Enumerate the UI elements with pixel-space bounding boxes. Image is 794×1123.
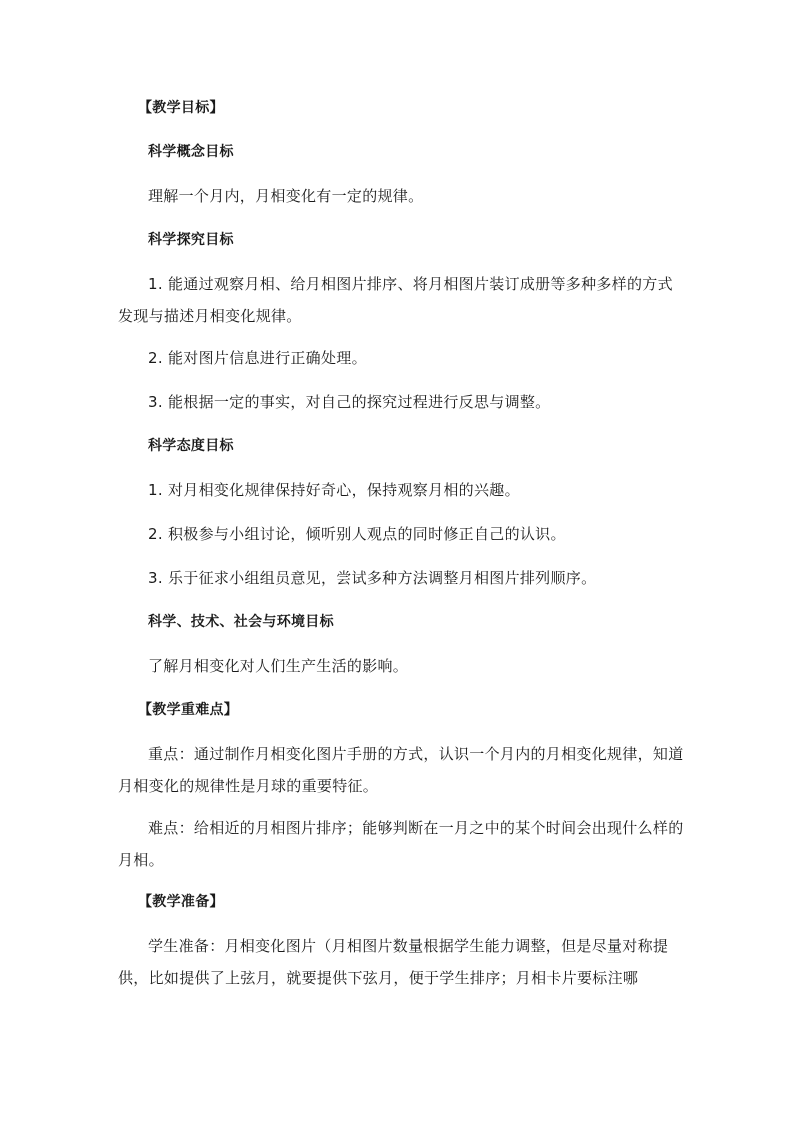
section-heading-teaching-preparation: 【教学准备】 [138,894,224,910]
paragraph: 1. 能通过观察月相、给月相图片排序、将月相图片装订成册等多种多样的方式发现与描述月相变化规律。 [118,275,673,325]
paragraph: 3. 乐于征求小组组员意见，尝试多种方法调整月相图片排列顺序。 [148,569,597,587]
paragraph: 难点：给相近的月相图片排序；能够判断在一月之中的某个时间会出现什么样的月相。 [118,819,684,869]
document-body [118,92,684,1006]
paragraph: 2. 能对图片信息进行正确处理。 [148,349,367,367]
paragraph: 3. 能根据一定的事实，对自己的探究过程进行反思与调整。 [148,393,551,411]
subheading-science-concept: 科学概念目标 [148,144,234,160]
subheading-science-inquiry: 科学探究目标 [148,232,234,248]
paragraph: 理解一个月内，月相变化有一定的规律。 [148,187,424,205]
subheading-science-attitude: 科学态度目标 [148,438,234,454]
paragraph: 学生准备：月相变化图片（月相图片数量根据学生能力调整，但是尽量对称提供，比如提供了上弦月，就要提供下弦月，便于学生排序；月相卡片要标注哪 [118,937,669,987]
subheading-stse: 科学、技术、社会与环境目标 [148,614,334,630]
paragraph: 了解月相变化对人们生产生活的影响。 [148,657,409,675]
paragraph: 重点：通过制作月相变化图片手册的方式，认识一个月内的月相变化规律，知道月相变化的规律性是月球的重要特征。 [118,745,684,795]
section-heading-teaching-goals: 【教学目标】 [138,100,224,116]
paragraph: 1. 对月相变化规律保持好奇心，保持观察月相的兴趣。 [148,481,520,499]
section-heading-key-difficult-points: 【教学重难点】 [138,702,239,718]
paragraph: 2. 积极参与小组讨论，倾听别人观点的同时修正自己的认识。 [148,525,566,543]
